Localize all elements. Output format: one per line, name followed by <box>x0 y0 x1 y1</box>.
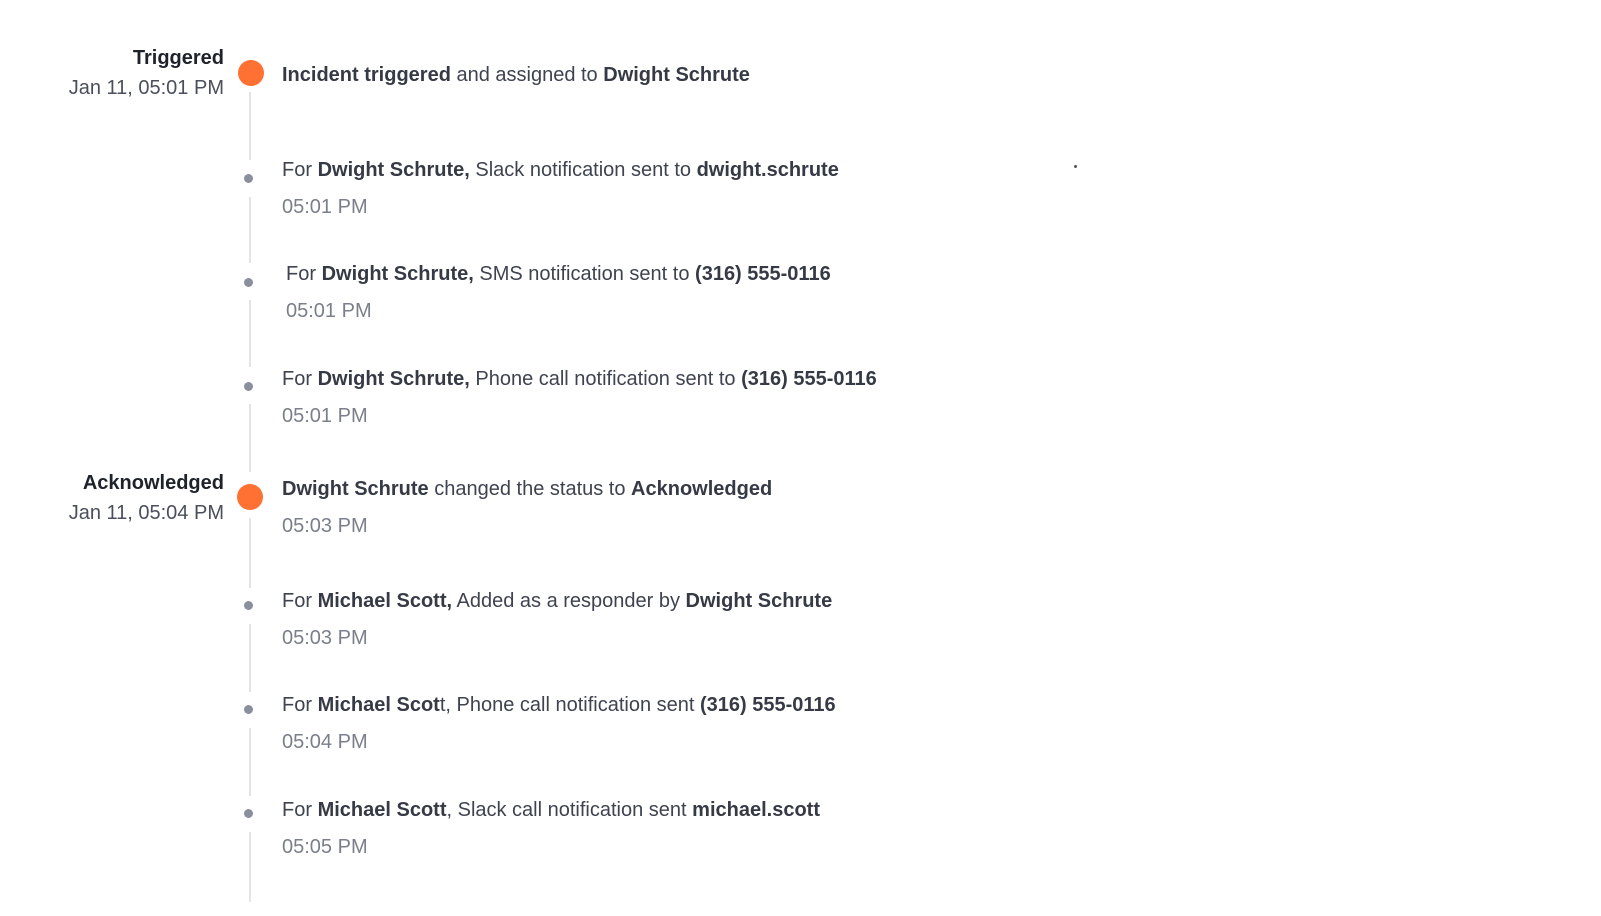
event-dot <box>244 809 253 818</box>
event-text <box>286 262 831 286</box>
event-subject: Dwight Schrute, <box>321 263 474 285</box>
stage-acknowledged <box>69 471 224 525</box>
event-dot <box>244 705 253 714</box>
timeline-connector <box>249 518 251 588</box>
event-time: 05:01 PM <box>282 196 368 218</box>
event-action: changed the status to <box>428 478 632 500</box>
timeline-connector <box>249 300 251 367</box>
event-target: dwight.schrute <box>696 159 839 181</box>
event-subject: Dwight Schrute, <box>317 368 470 390</box>
timeline-connector <box>249 404 251 472</box>
event-text <box>282 367 877 391</box>
event-time: 05:03 PM <box>282 627 368 649</box>
event-responder-added <box>282 589 832 650</box>
event-action: Slack notification sent to <box>469 159 697 181</box>
event-subject: Dwight Schrute <box>282 478 429 500</box>
event-target: michael.scott <box>692 799 820 821</box>
event-time: 05:01 PM <box>286 300 372 322</box>
event-subject: Michael Scott <box>317 799 447 821</box>
event-target: (316) 555-0116 <box>695 263 831 285</box>
event-text <box>282 158 839 182</box>
timeline-connector <box>249 624 251 692</box>
stage-name: Acknowledged <box>82 472 224 494</box>
event-dot <box>244 382 253 391</box>
event-target: Dwight Schrute <box>685 590 833 612</box>
event-action: Phone call notification sent to <box>469 368 742 390</box>
event-time: 05:03 PM <box>282 515 368 537</box>
event-slack-notification <box>282 158 839 219</box>
event-text <box>282 693 836 717</box>
event-action: t, Phone call notification sent <box>439 694 700 716</box>
event-action: , Slack call notification sent <box>446 799 693 821</box>
event-time: 05:05 PM <box>282 836 368 858</box>
event-text <box>282 63 750 87</box>
timeline-connector <box>249 728 251 796</box>
event-subject: Michael Scott, <box>317 590 453 612</box>
event-target: (316) 555-0116 <box>699 694 836 716</box>
triggered-status-dot <box>238 60 264 86</box>
event-prefix: For <box>282 799 318 821</box>
event-text <box>282 589 832 613</box>
stage-date: Jan 11, 05:04 PM <box>68 502 224 524</box>
event-incident-triggered <box>282 63 750 87</box>
acknowledged-status-dot <box>237 484 263 510</box>
event-subject: Incident triggered <box>282 64 451 86</box>
event-phone-notification-michael <box>282 693 836 754</box>
event-prefix: For <box>286 263 322 285</box>
event-target: Dwight Schrute <box>603 64 750 86</box>
event-status-acknowledged <box>282 477 772 538</box>
stray-dot <box>1074 165 1077 168</box>
event-prefix: For <box>282 694 318 716</box>
event-time: 05:01 PM <box>282 405 368 427</box>
event-subject: Dwight Schrute, <box>317 159 470 181</box>
event-text <box>282 477 772 501</box>
event-action: and assigned to <box>450 64 604 86</box>
event-action: SMS notification sent to <box>473 263 696 285</box>
event-prefix: For <box>282 590 318 612</box>
stage-date: Jan 11, 05:01 PM <box>68 77 224 99</box>
timeline-connector <box>249 832 251 902</box>
event-target: Acknowledged <box>631 478 773 500</box>
event-slack-notification-michael <box>282 798 820 859</box>
event-phone-notification <box>282 367 877 428</box>
event-dot <box>244 601 253 610</box>
event-action: Added as a responder by <box>452 590 686 612</box>
event-text <box>282 798 820 822</box>
timeline-connector <box>249 197 251 263</box>
event-sms-notification <box>286 262 831 323</box>
event-dot <box>244 278 253 287</box>
event-time: 05:04 PM <box>282 731 368 753</box>
event-prefix: For <box>282 159 318 181</box>
timeline-connector <box>249 92 251 160</box>
event-subject: Michael Scot <box>317 694 440 716</box>
stage-triggered <box>69 46 224 100</box>
event-prefix: For <box>282 368 318 390</box>
event-target: (316) 555-0116 <box>741 368 877 390</box>
stage-name: Triggered <box>132 47 224 69</box>
event-dot <box>244 174 253 183</box>
